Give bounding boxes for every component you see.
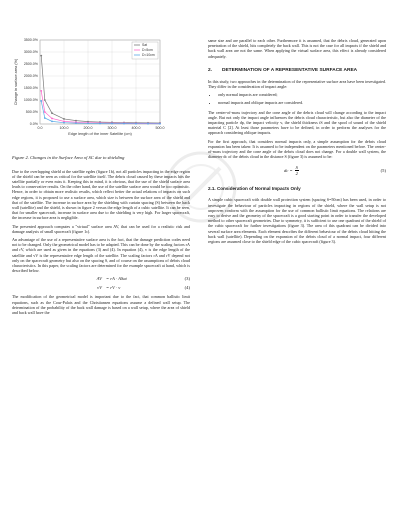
fraction-numerator: S xyxy=(295,165,298,171)
bullet-list xyxy=(208,92,386,105)
x-tick-label: 300.0 xyxy=(107,126,117,130)
series-point xyxy=(63,118,65,120)
y-tick-label: 1000.0% xyxy=(23,98,38,103)
legend-label: D=5cm xyxy=(142,48,153,52)
series-point xyxy=(63,122,65,124)
paragraph: A simple cubic spacecraft with double wall protection system (spacing S=50cm) has been used, in order to investigate the behaviour of particles impacting in regions of the shield, where the wall setup is not unproven conform with the assumption for the use of common ballistic limit equations. The relations are easy to derive and the geometry of the spacecraft is a good starting point in order to transfer the developed method to other spacecraft geometries. Due to symmetry, it is sufficient to use one quadrant of the shield of the cubic spacecraft for further investigations (figure 3). The area of this quadrant can be divided into several surface area elements. Each element describes the different behaviour of the debris cloud hitting the back wall (satellite). Depending on the expansion of the debris cloud of a normal impact, four different regions are assumed close to the shield edge of the cubic spacecraft (figure 3). xyxy=(208,197,386,245)
series-point xyxy=(111,123,113,125)
paragraph: same size and are parallel to each other. Furthermore it is assumed, that the debris cloud, generated upon penetration of the shield, hits completely the back wall. This is not the case for all impacts if the shield and back wall area are not the same. When applying the virtual surface area, this effect is already considered adequately. xyxy=(208,38,386,59)
equation-lhs: dc = xyxy=(284,168,293,174)
y-tick-label: 2500.0% xyxy=(23,62,38,67)
series-point xyxy=(51,118,53,120)
equation-rhs: = rA · ASat xyxy=(106,276,127,282)
series-point xyxy=(51,112,53,114)
left-column xyxy=(12,150,190,318)
fraction-denominator: 2 xyxy=(295,171,298,177)
legend-label: D=10cm xyxy=(142,53,155,57)
x-tick-label: 200.0 xyxy=(83,126,93,130)
equation-5 xyxy=(208,165,386,176)
y-tick-label: 1500.0% xyxy=(23,86,38,91)
surface-area-chart xyxy=(10,36,170,148)
series-point xyxy=(87,122,89,124)
series-point xyxy=(40,55,42,57)
y-tick-label: 500.0% xyxy=(25,110,38,115)
x-tick-label: 400.0 xyxy=(131,126,141,130)
series-point xyxy=(44,117,46,119)
y-tick-label: 0.0% xyxy=(29,122,38,127)
series-point xyxy=(75,120,77,122)
y-axis-label: Change in surface area (%) xyxy=(14,58,18,106)
series-point xyxy=(40,90,42,92)
series-point xyxy=(147,123,149,125)
list-item: • normal impacts and oblique impacts are considered. xyxy=(218,100,386,105)
section-title: DETERMINATION OF A REPRESENTATIVE SURFACE AREA xyxy=(222,67,358,73)
y-tick-label: 3500.0% xyxy=(23,38,38,43)
paragraph: The modification of the geometrical model is important due to the fact, that common ballistic limit equations, such as the Cour-Palais and the Christiansen equations assume a defined wall setup. The determination of the probability of the back wall damage is based on a wall setup, where the area of shield and back wall have the xyxy=(12,294,190,316)
equation-4 xyxy=(12,285,190,291)
paragraph: The presented approach computes a "virtual" surface area AV, that can be used for a realistic risk and damage analysis of small spacecraft (figure 1c). xyxy=(12,223,190,234)
paragraph: Due to the overlapping shield at the satellite egdes (figure 1b), not all particles impacting in the edge region of the shield can be seen as critical for the satellite itself. The debris cloud caused by these impacts hits the satellite partially or even miss it. Keeping this in mind, it is obvious, that the use of the shield surface area leads to conservative results. On the other hand, the use of the satellite surface area would be too optimistic. Hence, in order to obtain more realistic results, which reflect better the actual relations of impacts on such edge regions, it is proposed to use a surface area, which size is between the surface area of the shield and that of the satellite. The increase in surface area by the shielding with curtain spacing (S) between the back wall (satellite) and the shield, is shown in figure 2 versus the edge length of a cubic satellite. It can be seen, that for smaller spacecraft, increase in surface area due to the shielding is very high. For larger spacecraft, the increase in surface area is negligible. xyxy=(12,168,190,221)
paragraph: An advantage of the use of a representative surface area is the fact, that the damage prediction codes need not to be changed. Only the geometrical model has to be adapted. This can be done by the scaling factors rA and rV, which are used as given in the equations (3) and (4). In equation (4), v is the edge length of the satellite and vV is the representative edge length of the satellite. The scaling factors rA and rV depend not only on the spacecraft geometry but also on the spacing S, and of course on the assumptions of debris cloud characteristics. In this paper, the scaling factors are determined for the example spacecraft at hand, which is described below. xyxy=(12,237,190,274)
x-tick-label: 100.0 xyxy=(59,126,69,130)
x-tick-label: 500.0 xyxy=(155,126,165,130)
subsection-heading: 2.1. Consideration of Normal Impacts Only xyxy=(208,186,301,192)
x-tick-label: 0.0 xyxy=(37,126,43,130)
equation-3 xyxy=(12,276,190,282)
series-point xyxy=(99,123,101,125)
equation-lhs: AV xyxy=(96,276,102,282)
y-tick-label: 2000.0% xyxy=(23,74,38,79)
figure-caption: Figure 2. Changes in the Surface Area of SC due to shielding xyxy=(12,155,125,160)
series-point xyxy=(44,111,46,113)
series-point xyxy=(135,123,137,125)
paragraph: The center-of-mass trajectory and the cone angle of the debris cloud will change according to the impact angle. But not only the impact angle influences the debris cloud characteristic, but also the diameter of the impacting particle dp, the impact velocity v, the shield thickness tS and the spool of sound of the shield material C [2]. At least those parameters have to be defined, in order to perform the analyses for the approach considering oblique impacts. xyxy=(208,109,386,136)
y-tick-label: 3000.0% xyxy=(23,50,38,55)
series-point xyxy=(123,123,125,125)
paragraph: In this study, two approaches in the determination of the representative surface area have been investigated. They differ in the consideration of impact angle: xyxy=(208,78,386,90)
legend-label: Sat xyxy=(142,43,148,47)
list-item: • only normal impacts are considered; xyxy=(218,92,386,97)
section-heading xyxy=(208,68,386,74)
series-point xyxy=(44,99,46,101)
equation-number: (3) xyxy=(184,276,190,282)
x-axis-label: Edge length of the inner Satellite (cm) xyxy=(68,132,132,136)
right-column xyxy=(208,38,386,247)
series-point xyxy=(40,100,42,102)
series-point xyxy=(51,120,53,122)
equation-rhs: = rV · v xyxy=(106,285,121,291)
section-number: 2. xyxy=(208,67,213,73)
series-point xyxy=(75,122,77,124)
equation-number: (5) xyxy=(380,168,386,174)
series-point xyxy=(159,123,161,125)
equation-number: (4) xyxy=(184,285,190,291)
equation-lhs: vV xyxy=(97,285,102,291)
fraction xyxy=(295,165,299,176)
paragraph: For the first approach, that considers normal impacts only, a simple assumption for the debris cloud expansion has been taken: It is assumed to be independent on the parameters mentioned before. The center-of-mass trajectory and the cone angle of the debris cloud does not change. For a double wall system, the diameter dc of the debris cloud in the distance S (figure 3) is assumed to be: xyxy=(208,138,386,160)
